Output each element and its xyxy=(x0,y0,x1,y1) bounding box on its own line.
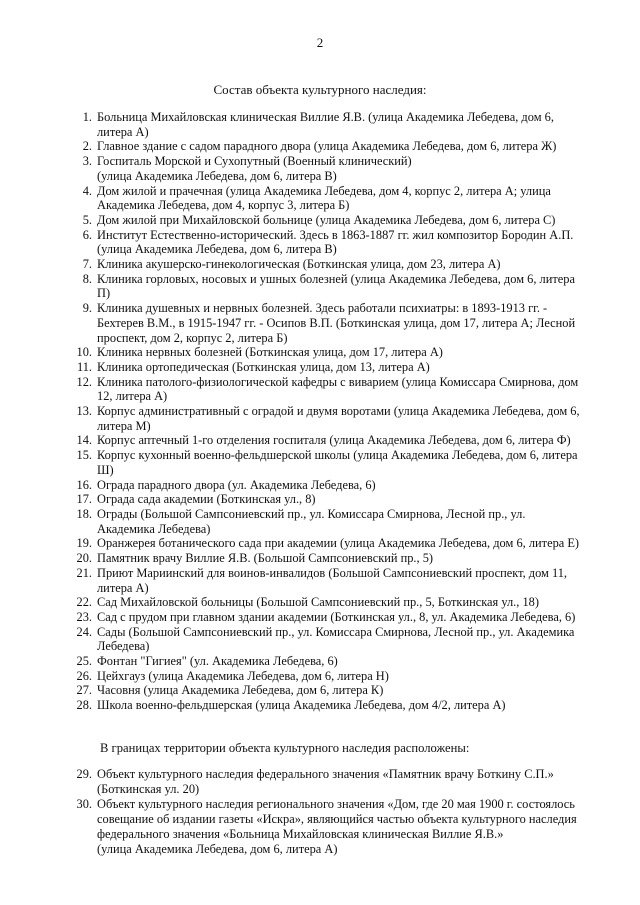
item-text-line: Клиника горловых, носовых и ушных болезней (улица Академика Лебедева, дом 6, литера xyxy=(97,271,575,286)
item-text xyxy=(92,566,612,595)
item-text-line: Ограда парадного двора (ул. Академика Лебедева, 6) xyxy=(97,477,376,492)
item-number: 5. xyxy=(82,212,92,227)
item-text xyxy=(92,536,612,551)
item-number: 21. xyxy=(76,565,92,580)
list-item xyxy=(72,213,612,228)
item-text-line: (Боткинская ул. 20) xyxy=(97,781,200,796)
document-title: Состав объекта культурного наследия: xyxy=(213,82,427,97)
item-text xyxy=(92,154,612,183)
item-text xyxy=(92,492,612,507)
item-text xyxy=(92,228,612,257)
list-item xyxy=(72,139,612,154)
item-number: 10. xyxy=(76,345,92,360)
item-text-line: Главное здание с садом парадного двора (улица Академика Лебедева, дом 6, литера Ж) xyxy=(97,139,557,154)
item-number: 23. xyxy=(76,609,92,624)
list-item xyxy=(72,478,612,493)
item-number: 29. xyxy=(76,767,92,781)
list-item xyxy=(72,433,612,448)
item-number: 22. xyxy=(76,595,92,610)
item-text-line: Объект культурного наследия федерального значения «Памятник врачу Боткину С.П.» xyxy=(97,767,554,781)
item-text xyxy=(92,139,612,154)
item-text-line: Школа военно-фельдшерская (улица Академика Лебедева, дом 4/2, литера А) xyxy=(97,698,506,713)
item-text-line: литера А) xyxy=(97,580,149,595)
item-number: 16. xyxy=(76,477,92,492)
item-text-line: Институт Естественно-исторический. Здесь в 1863-1887 гг. жил композитор Бородин А.П. xyxy=(97,227,574,242)
item-number: 17. xyxy=(76,492,92,507)
item-number: 3. xyxy=(82,154,92,169)
item-number: 15. xyxy=(76,448,92,463)
item-text-line: Клиника акушерско-гинекологическая (Боткинская улица, дом 23, литера А) xyxy=(97,257,501,272)
item-text xyxy=(92,478,612,493)
item-text-line: Сад с прудом при главном здании академии (Боткинская ул., 8, ул. Академика Лебедева, 6) xyxy=(97,609,576,624)
item-text xyxy=(92,625,612,654)
item-text-line: (улица Академика Лебедева, дом 6, литера В) xyxy=(97,168,337,183)
item-text-line: Дом жилой при Михайловской больнице (улица Академика Лебедева, дом 6, литера С) xyxy=(97,212,556,227)
item-text-line: Сады (Большой Сампсониевский пр., ул. Комиссара Смирнова, Лесной пр., ул. Академика xyxy=(97,624,575,639)
item-text-line: Госпиталь Морской и Сухопутный (Военный клинический) xyxy=(97,154,412,169)
item-number: 19. xyxy=(76,536,92,551)
item-text xyxy=(92,698,612,713)
item-number: 26. xyxy=(76,668,92,683)
item-text-line: Цейхгауз (улица Академика Лебедева, дом 6, литера Н) xyxy=(97,668,389,683)
item-text-line: 12, литера А) xyxy=(97,389,168,404)
item-text xyxy=(92,448,612,477)
item-text xyxy=(92,595,612,610)
item-number: 30. xyxy=(76,797,92,812)
item-text-line: Объект культурного наследия регионального значения «Дом, где 20 мая 1900 г. состоялось xyxy=(97,797,575,812)
list-item xyxy=(72,301,612,345)
list-item xyxy=(72,698,612,713)
list-item xyxy=(72,507,612,536)
item-text-line: проспект, дом 2, корпус 2, литера Б) xyxy=(97,330,288,345)
item-text-line: Ш) xyxy=(97,462,114,477)
item-text xyxy=(92,110,612,139)
item-text-line: Сад Михайловской больницы (Большой Сампсониевский пр., 5, Боткинская ул., 18) xyxy=(97,595,539,610)
item-text xyxy=(92,683,612,698)
item-number: 18. xyxy=(76,506,92,521)
item-number: 13. xyxy=(76,404,92,419)
item-text-line: Часовня (улица Академика Лебедева, дом 6, литера К) xyxy=(97,683,384,698)
item-text-line: Клиника душевных и нервных болезней. Здесь работали психиатры: в 1893-1913 гг. - xyxy=(97,301,548,316)
list-item xyxy=(72,154,612,183)
item-text-line: Корпус кухонный военно-фельдшерской школы (улица Академика Лебедева, дом 6, литера xyxy=(97,448,578,463)
list-item xyxy=(72,184,612,213)
item-number: 7. xyxy=(82,257,92,272)
item-text-line: Оранжерея ботанического сада при академии (улица Академика Лебедева, дом 6, литера Е) xyxy=(97,536,580,551)
item-text-line: совещание об издании газеты «Искра», являющийся частью объекта культурного наследия xyxy=(97,812,577,827)
item-number: 14. xyxy=(76,433,92,448)
item-number: 24. xyxy=(76,624,92,639)
item-text xyxy=(92,375,612,404)
item-number: 27. xyxy=(76,683,92,698)
item-text-line: литера М) xyxy=(97,418,151,433)
item-text-line: Клиника патолого-физиологической кафедры с виварием (улица Комиссара Смирнова, дом xyxy=(97,374,579,389)
item-number: 12. xyxy=(76,374,92,389)
item-number: 11. xyxy=(76,359,92,374)
list-item xyxy=(72,536,612,551)
item-text xyxy=(92,272,612,301)
list-item xyxy=(72,610,612,625)
item-text xyxy=(92,767,612,796)
item-text xyxy=(92,669,612,684)
list-item xyxy=(72,797,612,856)
heritage-object-list xyxy=(72,110,612,713)
list-item xyxy=(72,257,612,272)
list-item xyxy=(72,228,612,257)
item-number: 20. xyxy=(76,551,92,566)
item-number: 8. xyxy=(82,271,92,286)
item-text-line: (улица Академика Лебедева, дом 6, литера В) xyxy=(97,242,337,257)
list-item xyxy=(72,566,612,595)
list-item xyxy=(72,492,612,507)
item-text-line: Лебедева) xyxy=(97,639,150,654)
item-text-line: Фонтан "Гигиея" (ул. Академика Лебедева, 6) xyxy=(97,654,338,669)
list-item xyxy=(72,375,612,404)
item-number: 2. xyxy=(82,139,92,154)
located-objects-list xyxy=(72,767,612,856)
item-text xyxy=(92,507,612,536)
list-item xyxy=(72,404,612,433)
item-text-line: Клиника ортопедическая (Боткинская улица, дом 13, литера А) xyxy=(97,359,430,374)
list-item xyxy=(72,654,612,669)
list-item xyxy=(72,767,612,796)
item-text xyxy=(92,404,612,433)
item-text xyxy=(92,797,612,856)
item-text-line: П) xyxy=(97,286,111,301)
item-number: 9. xyxy=(82,301,92,316)
item-text-line: Корпус административный с оградой и двумя воротами (улица Академика Лебедева, дом 6, xyxy=(97,404,580,419)
item-text-line: литера А) xyxy=(97,124,149,139)
item-text xyxy=(92,360,612,375)
list-item xyxy=(72,669,612,684)
item-text-line: Корпус аптечный 1-го отделения госпиталя (улица Академика Лебедева, дом 6, литера Ф) xyxy=(97,433,571,448)
item-text-line: Клиника нервных болезней (Боткинская улица, дом 17, литера А) xyxy=(97,345,443,360)
item-text xyxy=(92,654,612,669)
item-text xyxy=(92,433,612,448)
list-item xyxy=(72,272,612,301)
item-number: 25. xyxy=(76,654,92,669)
item-text-line: Бехтерев В.М., в 1915-1947 гг. - Осипов В.П. (Боткинская улица, дом 17, литера А; Лесной xyxy=(97,315,576,330)
list-item xyxy=(72,551,612,566)
list-item xyxy=(72,360,612,375)
item-number: 4. xyxy=(82,183,92,198)
item-text xyxy=(92,551,612,566)
item-text-line: Академика Лебедева) xyxy=(97,521,211,536)
item-text xyxy=(92,184,612,213)
item-text-line: Академика Лебедева, дом 4, корпус 3, литера Б) xyxy=(97,198,350,213)
item-text xyxy=(92,345,612,360)
item-text xyxy=(92,213,612,228)
list-item xyxy=(72,625,612,654)
item-text xyxy=(92,257,612,272)
item-text xyxy=(92,301,612,345)
item-text xyxy=(92,610,612,625)
item-text-line: Ограды (Большой Сампсониевский пр., ул. Комиссара Смирнова, Лесной пр., ул. xyxy=(97,506,526,521)
item-text-line: федерального значения «Больница Михайловская клиническая Виллие Я.В.» xyxy=(97,826,504,841)
list-item xyxy=(72,595,612,610)
list-item xyxy=(72,448,612,477)
section-note: В границах территории объекта культурного наследия расположены: xyxy=(100,741,470,755)
item-number: 1. xyxy=(82,110,92,124)
item-text-line: Дом жилой и прачечная (улица Академика Лебедева, дом 4, корпус 2, литера А; улица xyxy=(97,183,551,198)
list-item xyxy=(72,683,612,698)
item-text-line: Больница Михайловская клиническая Виллие Я.В. (улица Академика Лебедева, дом 6, xyxy=(97,110,554,124)
item-number: 28. xyxy=(76,698,92,713)
item-number: 6. xyxy=(82,227,92,242)
item-text-line: Ограда сада академии (Боткинская ул., 8) xyxy=(97,492,316,507)
page-number: 2 xyxy=(316,35,324,50)
item-text-line: Памятник врачу Виллие Я.В. (Большой Сампсониевский пр., 5) xyxy=(97,551,434,566)
list-item xyxy=(72,345,612,360)
item-text-line: Приют Мариинский для воинов-инвалидов (Большой Сампсониевский проспект, дом 11, xyxy=(97,565,568,580)
list-item xyxy=(72,110,612,139)
item-text-line: (улица Академика Лебедева, дом 6, литера А) xyxy=(97,841,338,856)
